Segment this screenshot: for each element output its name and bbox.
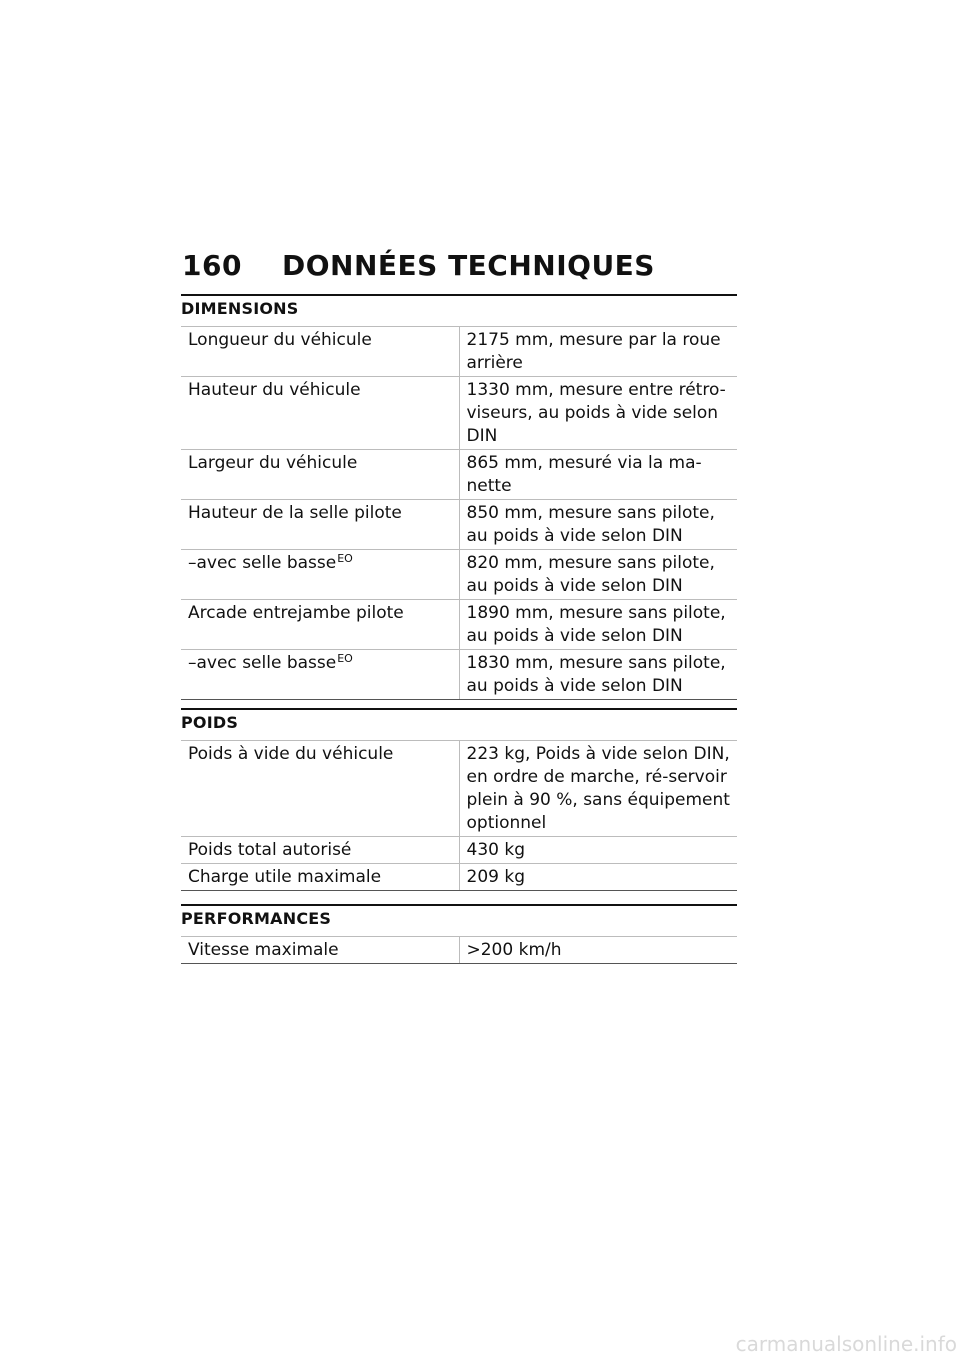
row-label: Hauteur de la selle pilote [181, 500, 459, 550]
dimensions-table [181, 326, 737, 700]
equipment-option-marker: EO [337, 552, 353, 565]
watermark: carmanualsonline.info [735, 1332, 957, 1356]
row-label: Longueur du véhicule [181, 327, 459, 377]
row-label: Poids à vide du véhicule [181, 741, 459, 837]
table-row [181, 327, 737, 377]
table-row [181, 450, 737, 500]
table-row [181, 650, 737, 700]
section-title-dimensions: DIMENSIONS [181, 299, 299, 318]
row-label-cell [181, 650, 459, 700]
row-value: >200 km/h [459, 937, 737, 964]
row-value: 1330 mm, mesure entre rétro-viseurs, au poids à vide selon DIN [459, 377, 737, 450]
page-header [182, 246, 742, 286]
table-row [181, 550, 737, 600]
table-row [181, 500, 737, 550]
performances-table [181, 936, 737, 964]
row-label: Poids total autorisé [181, 837, 459, 864]
row-value: 209 kg [459, 864, 737, 891]
table-row [181, 377, 737, 450]
row-label: Vitesse maximale [181, 937, 459, 964]
table-row [181, 937, 737, 964]
row-value: 850 mm, mesure sans pilote, au poids à vide selon DIN [459, 500, 737, 550]
row-label: Charge utile maximale [181, 864, 459, 891]
table-row [181, 600, 737, 650]
table-row [181, 741, 737, 837]
row-value: 430 kg [459, 837, 737, 864]
section-title-performances: PERFORMANCES [181, 909, 332, 928]
row-label: Hauteur du véhicule [181, 377, 459, 450]
row-value: 223 kg, Poids à vide selon DIN, en ordre de marche, ré-servoir plein à 90 %, sans équipement optionnel [459, 741, 737, 837]
table-row [181, 837, 737, 864]
row-value: 1830 mm, mesure sans pilote, au poids à vide selon DIN [459, 650, 737, 700]
row-value: 865 mm, mesuré via la ma-nette [459, 450, 737, 500]
row-label-cell [181, 550, 459, 600]
section-poids [181, 708, 737, 891]
row-label: Arcade entrejambe pilote [181, 600, 459, 650]
poids-table [181, 740, 737, 891]
row-value: 2175 mm, mesure par la roue arrière [459, 327, 737, 377]
chapter-title: DONNÉES TECHNIQUES [282, 249, 655, 282]
equipment-option-marker: EO [337, 652, 353, 665]
row-label: Largeur du véhicule [181, 450, 459, 500]
row-value: 820 mm, mesure sans pilote, au poids à vide selon DIN [459, 550, 737, 600]
section-title-poids: POIDS [181, 713, 239, 732]
section-dimensions [181, 294, 737, 700]
row-label: –avec selle basse [188, 553, 337, 573]
page-number: 160 [182, 249, 242, 282]
section-performances [181, 904, 737, 964]
table-row [181, 864, 737, 891]
row-label: –avec selle basse [188, 653, 337, 673]
row-value: 1890 mm, mesure sans pilote, au poids à vide selon DIN [459, 600, 737, 650]
